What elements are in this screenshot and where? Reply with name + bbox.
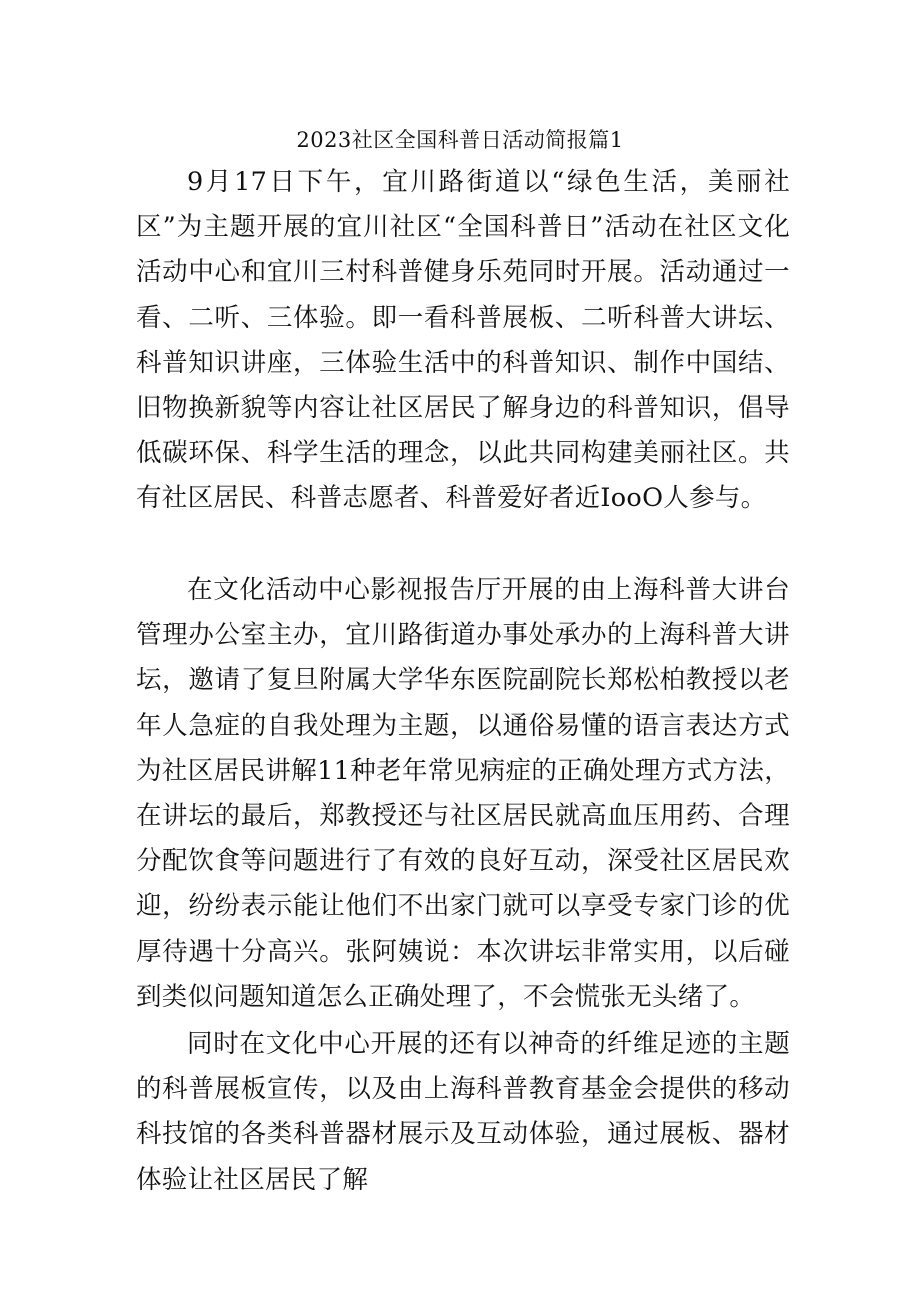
paragraph-2: 在文化活动中心影视报告厅开展的由上海科普大讲台管理办公室主办，宜川路街道办事处承办的上海科普大讲坛，邀请了复旦附属大学华东医院副院长郑松柏教授以老年人急症的自我处理为主题，以通俗易懂的语言表达方式为社区居民讲解11种老年常见病症的正确处理方式方法，在讲坛的最后，郑教授还与社区居民就高血压用药、合理分配饮食等问题进行了有效的良好互动，深受社区居民欢迎，纷纷表示能让他们不出家门就可以享受专家门诊的优厚待遇十分高兴。张阿姨说：本次讲坛非常实用，以后碰到类似问题知道怎么正确处理了，不会慌张无头绪了。: [136, 575, 790, 1012]
paragraph-1: 9月17日下午，宜川路街道以“绿色生活，美丽社区”为主题开展的宜川社区“全国科普日”活动在社区文化活动中心和宜川三村科普健身乐苑同时开展。活动通过一看、二听、三体验。即一看科普展板、二听科普大讲坛、科普知识讲座，三体验生活中的科普知识、制作中国结、旧物换新貌等内容让社区居民了解身边的科普知识，倡导低碳环保、科学生活的理念，以此共同构建美丽社区。共有社区居民、科普志愿者、科普爱好者近IooO人参与。: [136, 167, 790, 514]
document-title: 2023社区全国科普日活动简报篇1: [296, 128, 624, 152]
paragraph-3: 同时在文化中心开展的还有以神奇的纤维足迹的主题的科普展板宣传，以及由上海科普教育基金会提供的移动科技馆的各类科普器材展示及互动体验，通过展板、器材体验让社区居民了解: [136, 1029, 790, 1195]
